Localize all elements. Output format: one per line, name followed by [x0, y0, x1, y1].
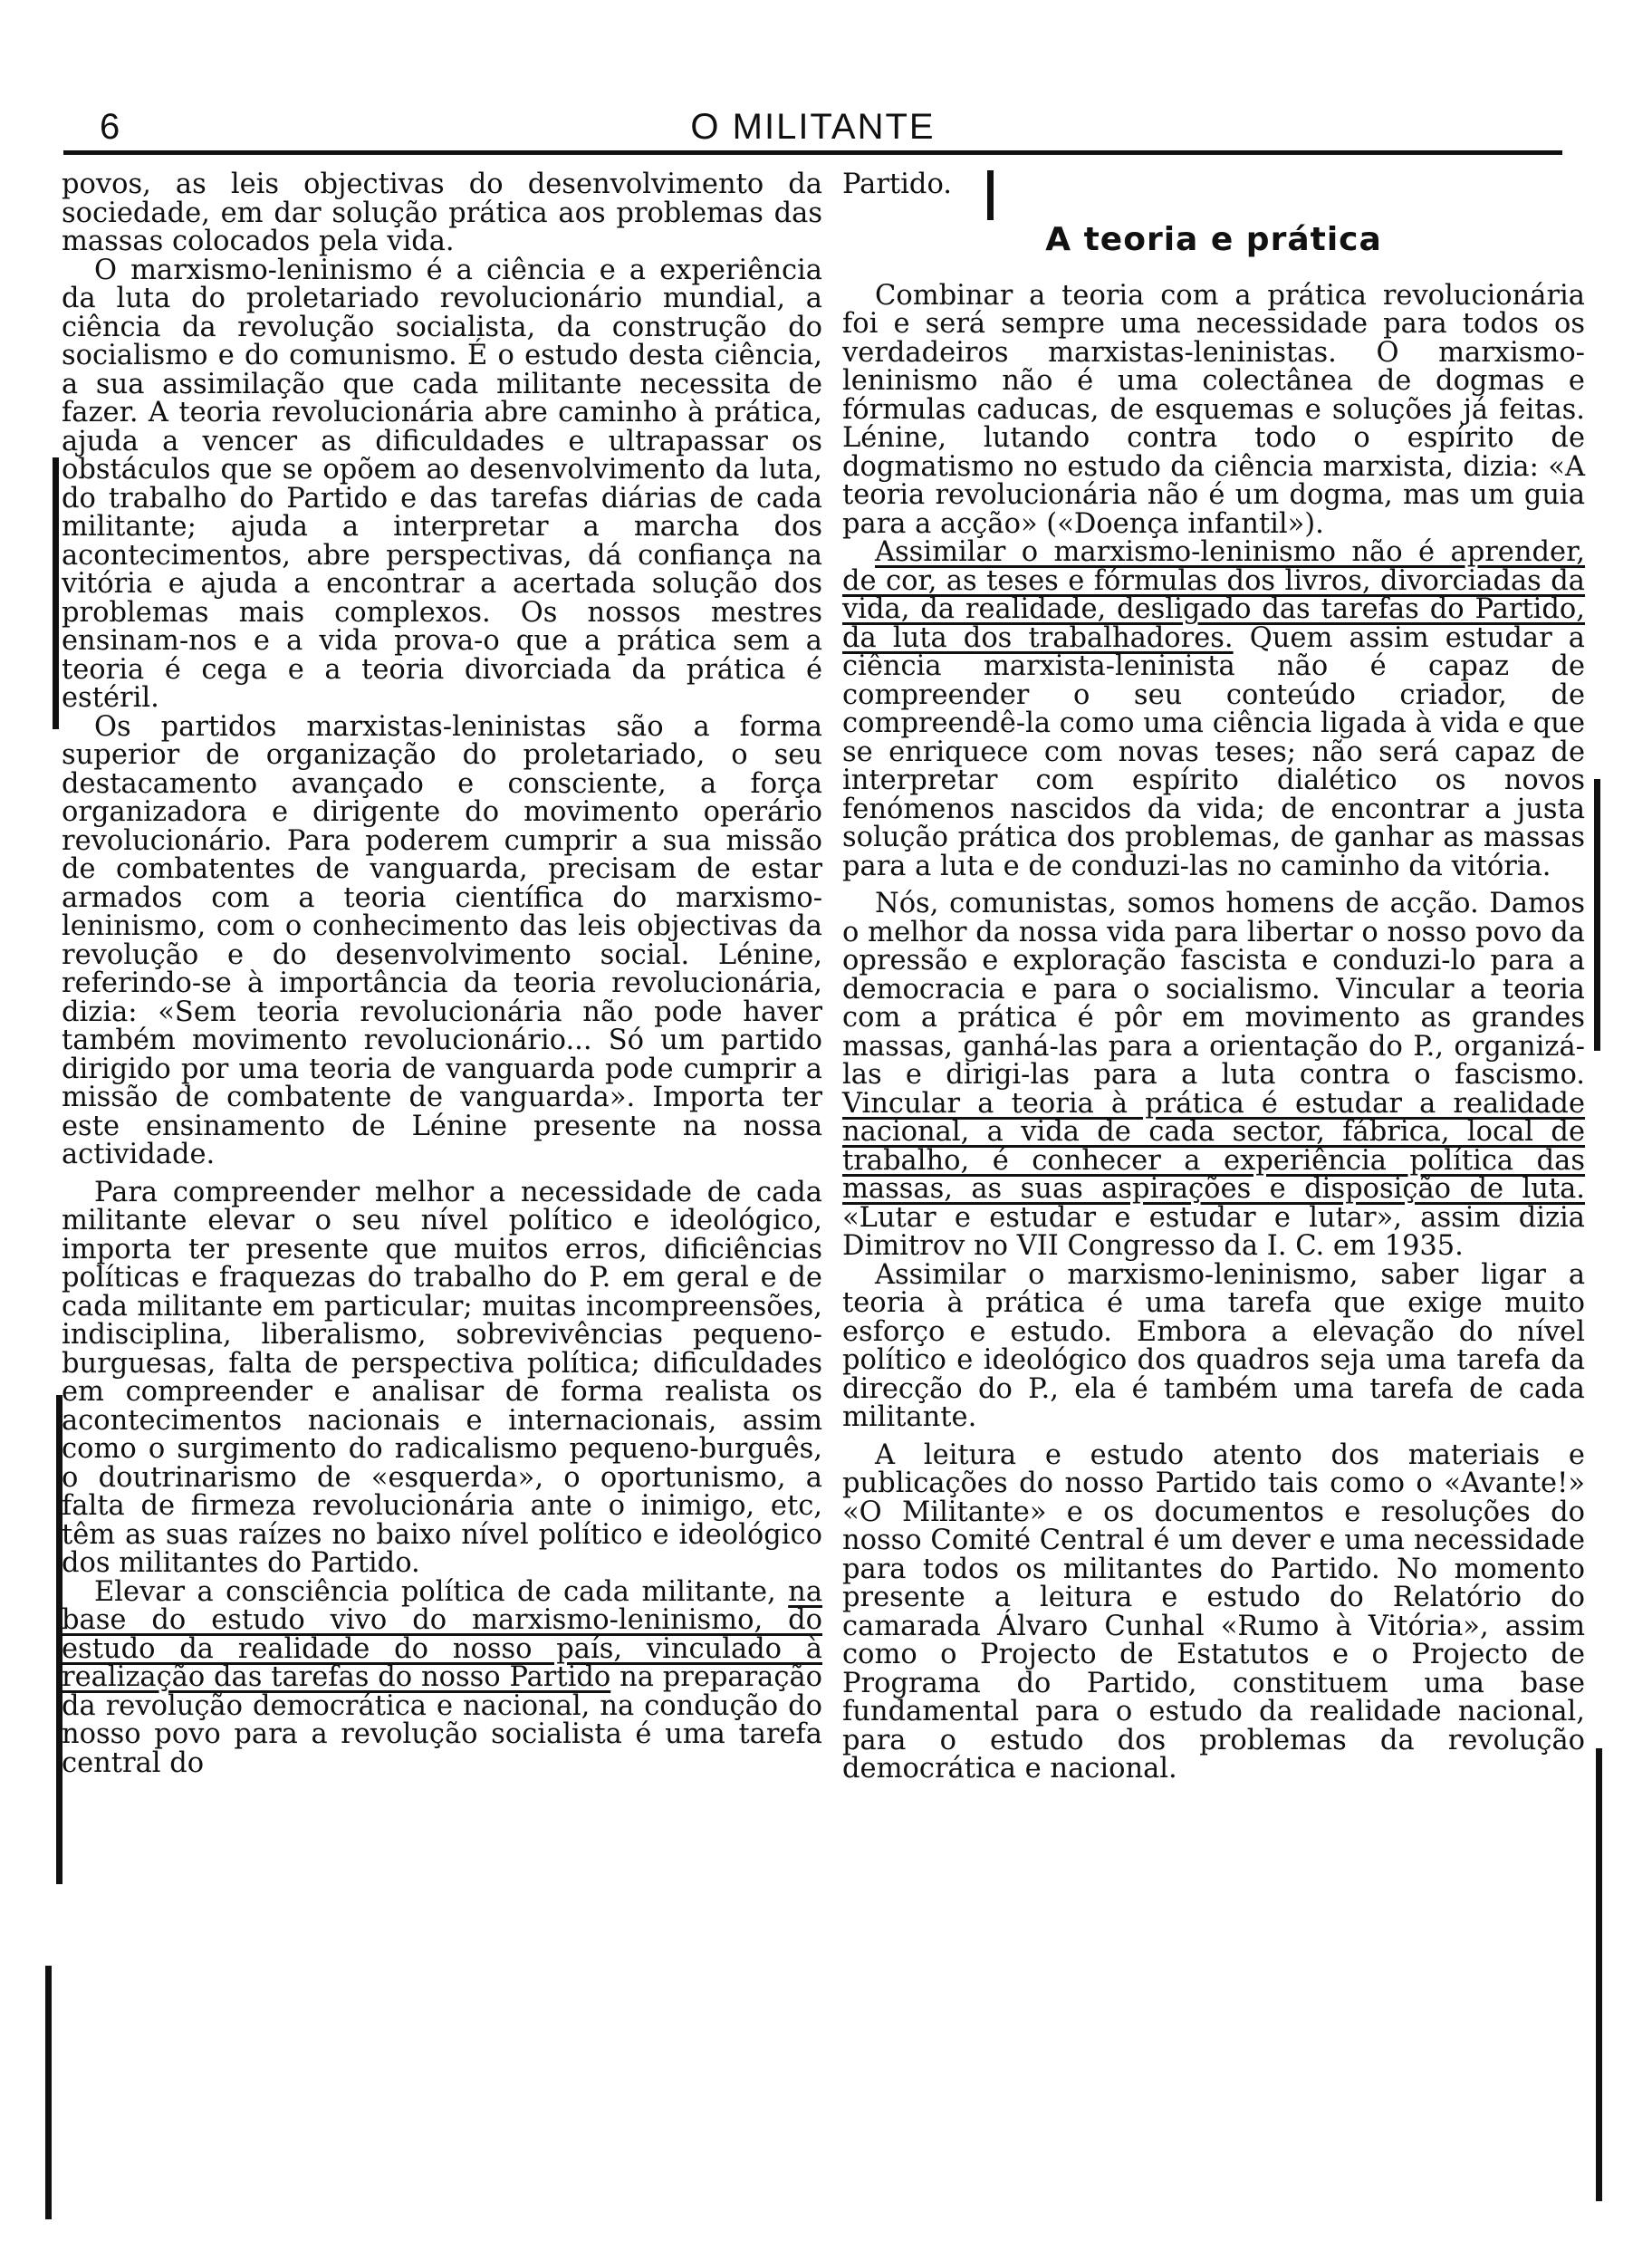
underlined-passage: na base do estudo vivo do marxismo-leninismo, do estudo da realidade do nosso país, vinculado à realização das tarefas do nosso Partido [62, 1575, 822, 1693]
paragraph: A leitura e estudo atento dos materiais e publicações do nosso Partido tais como o «Avante!» «O Militante» e os documentos e resoluções do nosso Comité Central é um dever e uma necessidade para todos os militantes do Partido. No momento presente a leitura e estudo do Relatório do camarada Álvaro Cunhal «Rumo à Vitória», assim como o Projecto de Estatutos e o Projecto de Programa do Partido, constituem uma base fundamental para o estudo da realidade nacional, para o estudo dos problemas da revolução democrática e nacional. [842, 1438, 1585, 1785]
paragraph [62, 1575, 822, 1779]
underlined-passage: Vincular a teoria à prática é estudar a realidade nacional, a vida de cada sector, fábrica, local de trabalho, é conhecer a experiência política das massas, as suas aspirações e disposição de luta. [842, 1087, 1585, 1205]
right-column [842, 170, 1585, 1784]
margin-mark [1594, 779, 1600, 1051]
text-run: Quem assim estudar a ciência marxista-leninista não é capaz de compreender o seu conteúdo criador, de compreendê-la como uma ciência ligada à vida e que se enriquece com novas teses; não será capaz de interpretar com espírito dialético os novos fenómenos nascidos da vida; de encontrar a justa solução prática dos problemas, de ganhar as massas para a luta e de conduzi-las no caminho da vitória. [842, 621, 1585, 882]
margin-mark [1596, 1748, 1602, 2201]
text-run: «Lutar e estudar e estudar e lutar», assim dizia Dimitrov no VII Congresso da I. C. em 1935. [842, 1201, 1585, 1262]
section-heading: A teoria e prática [1045, 220, 1382, 258]
paragraph [842, 538, 1585, 880]
paragraph: Assimilar o marxismo-leninismo, saber ligar a teoria à prática é uma tarefa que exige muito esforço e estudo. Embora a elevação do nível político e ideológico dos quadros seja uma tarefa da direcção do P., ela é também uma tarefa de cada militante. [842, 1258, 1585, 1433]
text-run: na preparação da revolução democrática e nacional, na condução do nosso povo para a revolução socialista é uma tarefa central do [62, 1661, 822, 1779]
text-run: Elevar a consciência política de cada militante, [94, 1575, 789, 1608]
journal-title: O MILITANTE [690, 107, 936, 147]
paragraph: Partido. [842, 168, 952, 200]
text-run: Nós, comunistas, somos homens de acção. Damos o melhor da nossa vida para libertar o nosso povo da opressão e exploração fascista e conduzi-lo para a democracia e para o socialismo. Vincular a teoria com a prática é pôr em movimento as grandes massas, ganhá-las para a orientação do P., organizá-las e dirigi-las para a luta contra o fascismo. [842, 888, 1585, 1091]
underlined-passage: Assimilar o marxismo-leninismo não é aprender, de cor, as teses e fórmulas dos livros, divorciadas da vida, da realidade, desligado das tarefas do Partido, da luta dos trabalhadores. [842, 536, 1585, 654]
paragraph: Para compreender melhor a necessidade de cada militante elevar o seu nível político e ideológico, importa ter presente que muitos erros, dificiências políticas e fraquezas do trabalho do P. em geral e de cada militante em particular; muitas incompreensões, indisciplina, liberalismo, sobrevivências pequeno-burguesas, falta de perspectiva política; dificuldades em compreender e analisar de forma realista os acontecimentos nacionais e internacionais, assim como o surgimento do radicalismo pequeno-burguês, o doutrinarismo de «esquerda», o oportunismo, a falta de firmeza revolucionária ante o inimigo, etc, têm as suas raízes no baixo nível político e ideológico dos militantes do Partido. [62, 1176, 822, 1579]
paragraph: Combinar a teoria com a prática revolucionária foi e será sempre uma necessidade para todos os verdadeiros marxistas-leninistas. O marxismo-leninismo não é uma colectânea de dogmas e fórmulas caducas, de esquemas e soluções já feitas. Lénine, lutando contra todo o espírito de dogmatismo no estudo da ciência marxista, dizia: «A teoria revolucionária não é um dogma, mas um guia para a acção» («Doença infantil»). [842, 279, 1585, 540]
page-number: 6 [100, 107, 120, 147]
paragraph: povos, as leis objectivas do desenvolvimento da sociedade, em dar solução prática aos problemas das massas colocados pela vida. [62, 168, 822, 257]
page-header [63, 107, 1562, 155]
left-column [62, 170, 822, 1777]
margin-mark [53, 457, 59, 729]
paragraph [842, 890, 1585, 1261]
margin-mark [45, 1966, 52, 2219]
paragraph: Os partidos marxistas-leninistas são a forma superior de organização do proletariado, o seu destacamento avançado e consciente, a força organizadora e dirigente do movimento operário revolucionário. Para poderem cumprir a sua missão de combatentes de vanguarda, precisam de estar armados com a teoria científica do marxismo-leninismo, com o conhecimento das leis objectivas da revolução e do desenvolvimento social. Lénine, referindo-se à importância da teoria revolucionária, dizia: «Sem teoria revolucionária não pode haver também movimento revolucionário... Só um partido dirigido por uma teoria de vanguarda pode cumprir a missão de combatente de vanguarda». Importa ter este ensinamento de Lénine presente na nossa actividade. [62, 710, 822, 1170]
paragraph: O marxismo-leninismo é a ciência e a experiência da luta do proletariado revolucionário mundial, a ciência da revolução socialista, da construção do socialismo e do comunismo. É o estudo desta ciência, a sua assimilação que cada militante necessita de fazer. A teoria revolucionária abre caminho à prática, ajuda a vencer as dificuldades e ultrapassar os obstáculos que se opõem ao desenvolvimento da luta, do trabalho do Partido e das tarefas diárias de cada militante; ajuda a interpretar a marcha dos acontecimentos, abre perspectivas, dá confiança na vitória e ajuda a encontrar a acertada solução dos problemas mais complexos. Os nossos mestres ensinam-nos e a vida prova-o que a prática sem a teoria é cega e a teoria divorciada da prática é estéril. [62, 254, 822, 714]
